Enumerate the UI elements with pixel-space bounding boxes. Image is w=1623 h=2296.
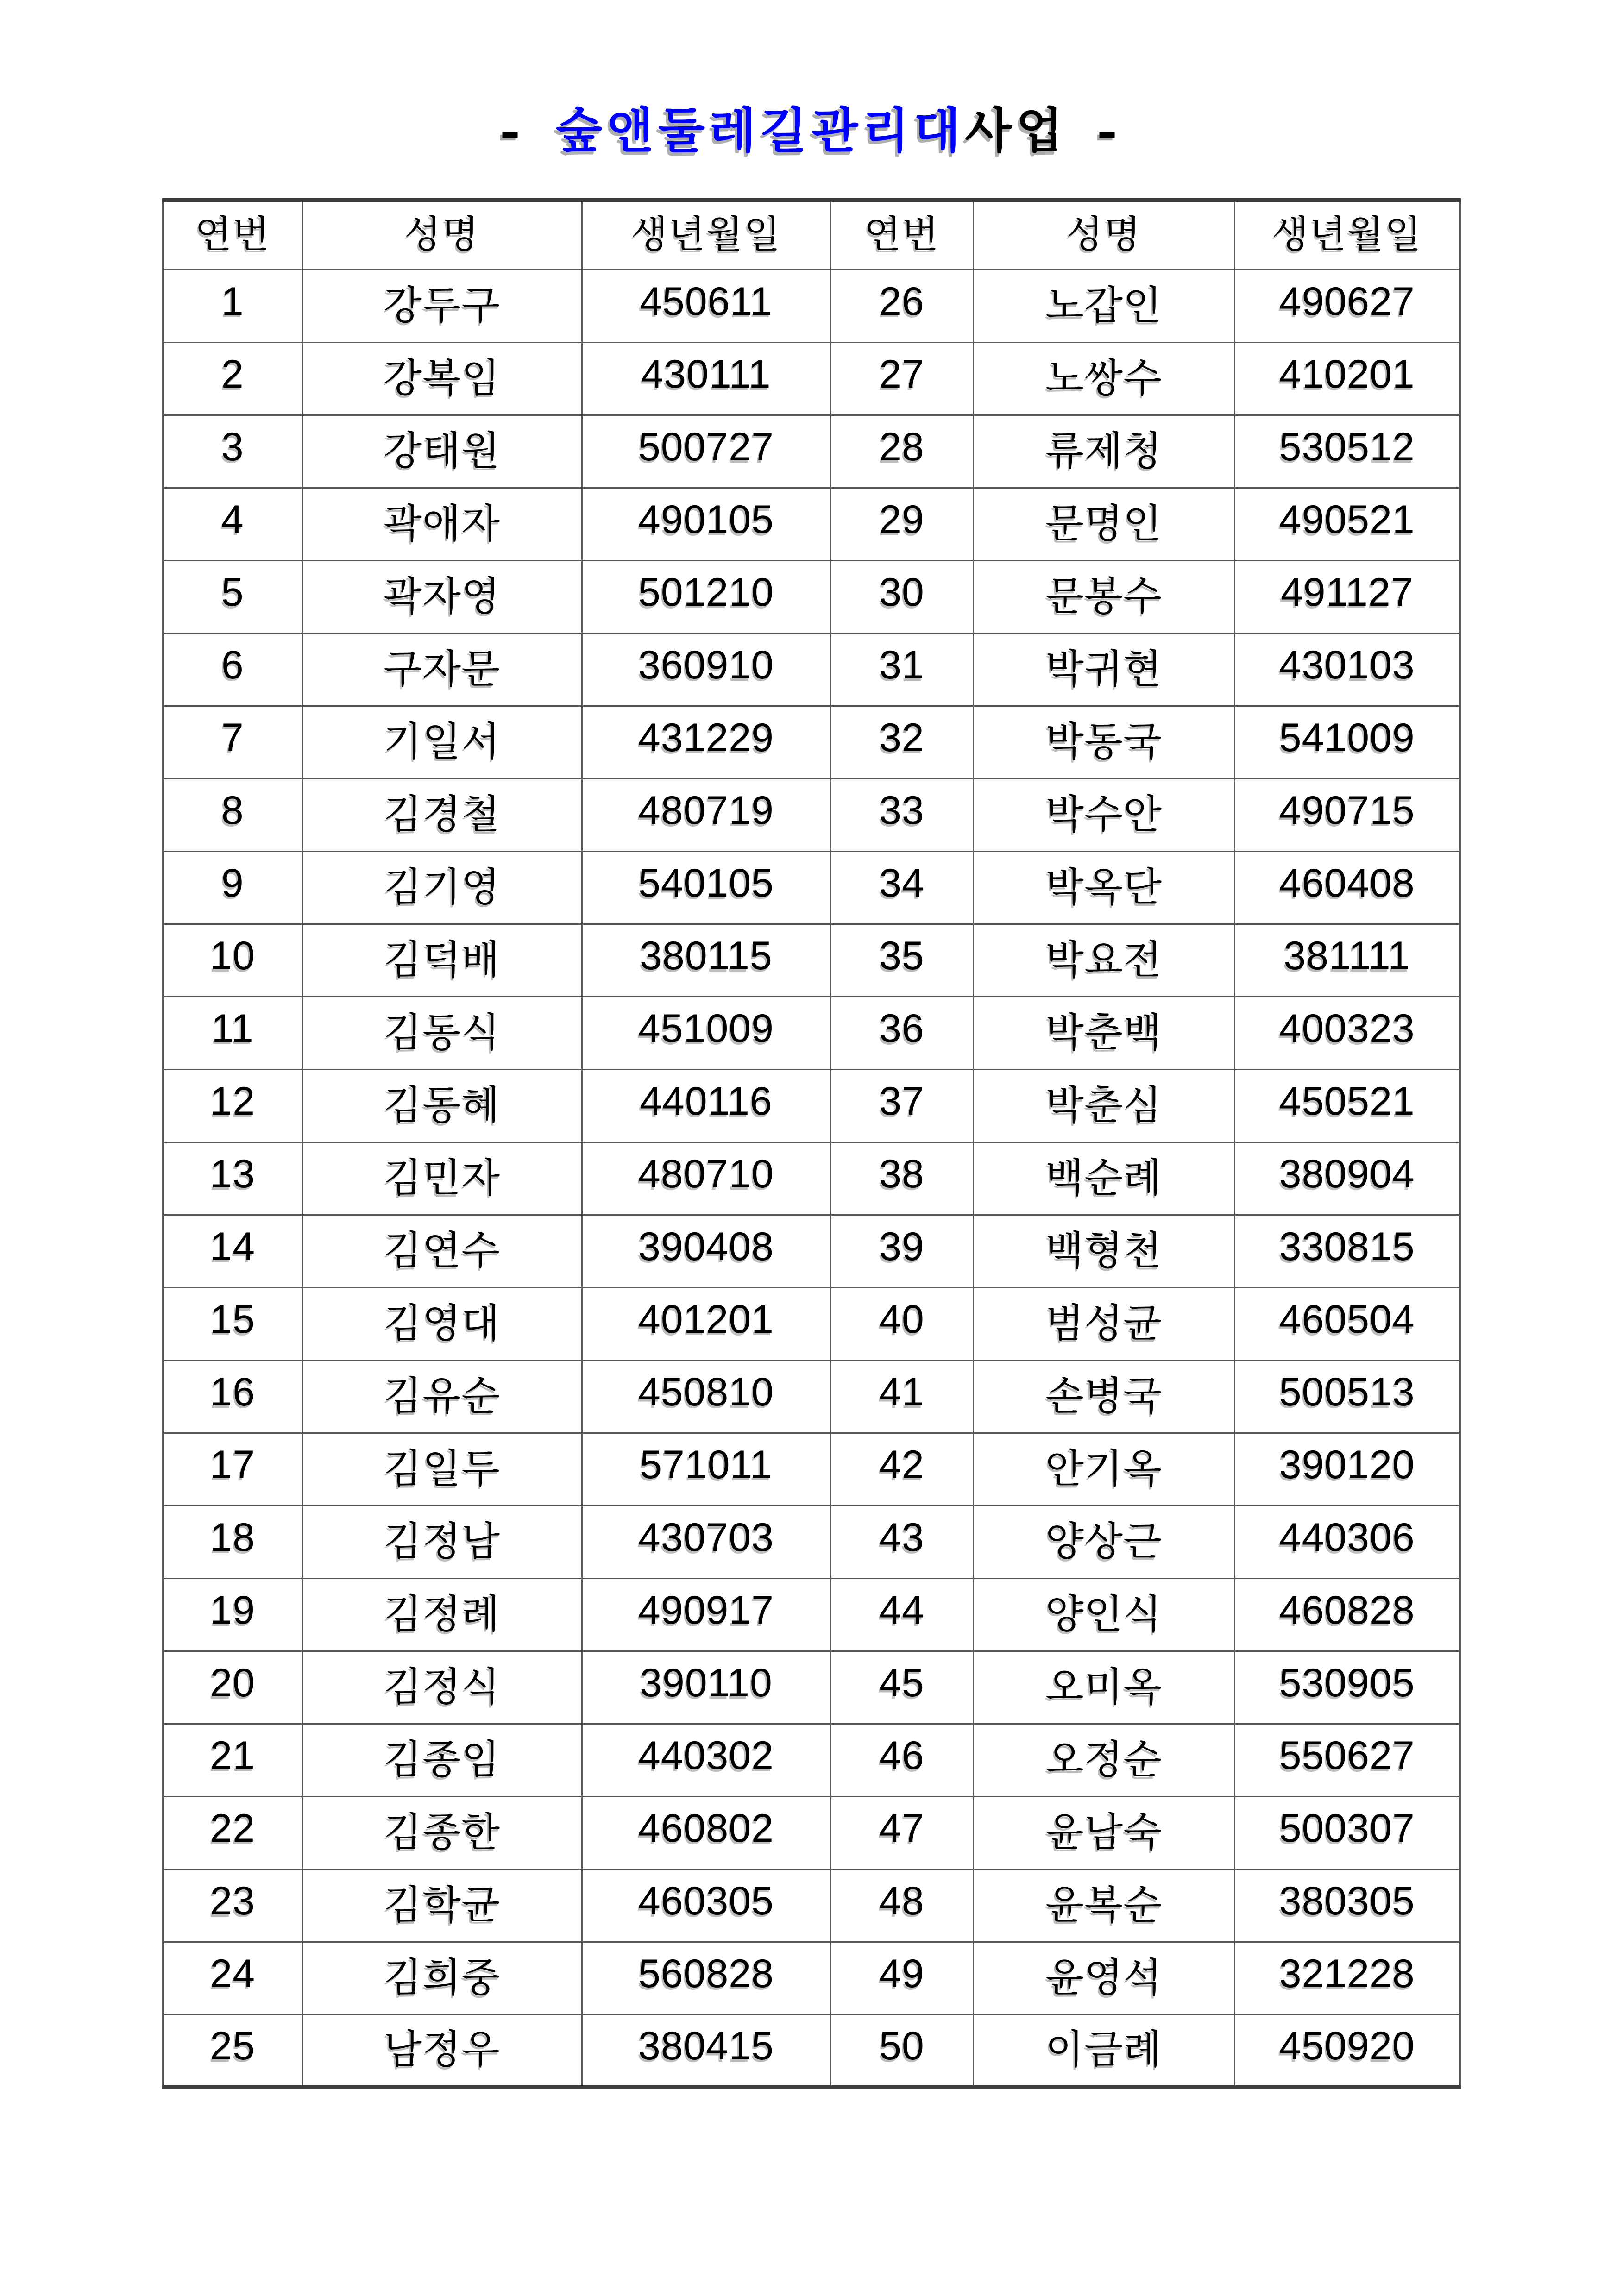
seq-cell-right: 43 xyxy=(830,1506,973,1578)
roster-table xyxy=(162,198,1461,2089)
seq-cell-right: 50 xyxy=(830,2014,973,2087)
table-row xyxy=(163,560,1460,633)
table-row xyxy=(163,2014,1460,2087)
name-cell-left: 김동혜 xyxy=(302,1069,582,1142)
seq-cell-left: 6 xyxy=(163,633,302,706)
name-cell-left: 김정례 xyxy=(302,1578,582,1651)
name-cell-right: 윤영석 xyxy=(973,1942,1234,2014)
birthdate-cell-right: 440306 xyxy=(1234,1506,1460,1578)
birthdate-cell-right: 381111 xyxy=(1234,924,1460,997)
name-cell-right: 백순례 xyxy=(973,1142,1234,1215)
name-cell-right: 오미옥 xyxy=(973,1651,1234,1724)
birthdate-cell-left: 440116 xyxy=(582,1069,830,1142)
seq-cell-right: 27 xyxy=(830,342,973,415)
seq-cell-right: 45 xyxy=(830,1651,973,1724)
seq-cell-left: 4 xyxy=(163,488,302,560)
birthdate-cell-left: 440302 xyxy=(582,1724,830,1796)
birthdate-cell-left: 450810 xyxy=(582,1360,830,1433)
table-row xyxy=(163,1069,1460,1142)
seq-cell-left: 1 xyxy=(163,270,302,342)
birthdate-cell-right: 450920 xyxy=(1234,2014,1460,2087)
birthdate-cell-right: 530512 xyxy=(1234,415,1460,488)
seq-cell-right: 37 xyxy=(830,1069,973,1142)
birthdate-cell-right: 450521 xyxy=(1234,1069,1460,1142)
birthdate-cell-left: 560828 xyxy=(582,1942,830,2014)
birthdate-cell-left: 450611 xyxy=(582,270,830,342)
birthdate-cell-left: 501210 xyxy=(582,560,830,633)
name-cell-right: 박춘심 xyxy=(973,1069,1234,1142)
seq-cell-left: 24 xyxy=(163,1942,302,2014)
seq-cell-left: 3 xyxy=(163,415,302,488)
name-cell-left: 김민자 xyxy=(302,1142,582,1215)
table-row xyxy=(163,1578,1460,1651)
birthdate-cell-left: 390408 xyxy=(582,1215,830,1287)
birthdate-cell-left: 490917 xyxy=(582,1578,830,1651)
table-row xyxy=(163,270,1460,342)
seq-cell-left: 16 xyxy=(163,1360,302,1433)
birthdate-cell-left: 540105 xyxy=(582,851,830,924)
name-cell-right: 윤복순 xyxy=(973,1869,1234,1942)
seq-cell-left: 17 xyxy=(163,1433,302,1506)
birthdate-cell-right: 400323 xyxy=(1234,997,1460,1069)
birthdate-cell-right: 490627 xyxy=(1234,270,1460,342)
name-cell-left: 남정우 xyxy=(302,2014,582,2087)
birthdate-cell-left: 490105 xyxy=(582,488,830,560)
name-cell-right: 박동국 xyxy=(973,706,1234,778)
birthdate-cell-left: 571011 xyxy=(582,1433,830,1506)
table-row xyxy=(163,1433,1460,1506)
birthdate-cell-right: 490715 xyxy=(1234,778,1460,851)
birthdate-cell-right: 460828 xyxy=(1234,1578,1460,1651)
name-cell-left: 강복임 xyxy=(302,342,582,415)
birthdate-cell-right: 460504 xyxy=(1234,1287,1460,1360)
name-cell-right: 범성균 xyxy=(973,1287,1234,1360)
seq-cell-left: 7 xyxy=(163,706,302,778)
table-body xyxy=(163,270,1460,2087)
table-row xyxy=(163,1360,1460,1433)
seq-cell-left: 19 xyxy=(163,1578,302,1651)
seq-cell-right: 34 xyxy=(830,851,973,924)
col-header-name-right: 성명 xyxy=(973,200,1234,270)
col-header-seq-left: 연번 xyxy=(163,200,302,270)
name-cell-left: 김기영 xyxy=(302,851,582,924)
seq-cell-left: 5 xyxy=(163,560,302,633)
seq-cell-left: 21 xyxy=(163,1724,302,1796)
name-cell-left: 김경철 xyxy=(302,778,582,851)
birthdate-cell-right: 460408 xyxy=(1234,851,1460,924)
seq-cell-right: 35 xyxy=(830,924,973,997)
table-row xyxy=(163,1869,1460,1942)
table-row xyxy=(163,1724,1460,1796)
title-dash-left: - xyxy=(500,104,526,158)
name-cell-right: 백형천 xyxy=(973,1215,1234,1287)
birthdate-cell-left: 430703 xyxy=(582,1506,830,1578)
seq-cell-right: 29 xyxy=(830,488,973,560)
table-row xyxy=(163,1215,1460,1287)
birthdate-cell-right: 530905 xyxy=(1234,1651,1460,1724)
col-header-seq-right: 연번 xyxy=(830,200,973,270)
seq-cell-right: 42 xyxy=(830,1433,973,1506)
table-row xyxy=(163,997,1460,1069)
birthdate-cell-left: 360910 xyxy=(582,633,830,706)
name-cell-left: 김학균 xyxy=(302,1869,582,1942)
seq-cell-left: 15 xyxy=(163,1287,302,1360)
seq-cell-right: 46 xyxy=(830,1724,973,1796)
birthdate-cell-right: 321228 xyxy=(1234,1942,1460,2014)
birthdate-cell-left: 480710 xyxy=(582,1142,830,1215)
table-row xyxy=(163,1142,1460,1215)
name-cell-left: 곽애자 xyxy=(302,488,582,560)
seq-cell-right: 40 xyxy=(830,1287,973,1360)
title-highlight-text: 숲앤둘레길관리대 xyxy=(555,104,965,158)
birthdate-cell-left: 451009 xyxy=(582,997,830,1069)
name-cell-left: 김종한 xyxy=(302,1796,582,1869)
birthdate-cell-left: 380415 xyxy=(582,2014,830,2087)
birthdate-cell-right: 410201 xyxy=(1234,342,1460,415)
seq-cell-left: 8 xyxy=(163,778,302,851)
table-row xyxy=(163,415,1460,488)
table-row xyxy=(163,1796,1460,1869)
birthdate-cell-left: 390110 xyxy=(582,1651,830,1724)
birthdate-cell-right: 550627 xyxy=(1234,1724,1460,1796)
seq-cell-right: 48 xyxy=(830,1869,973,1942)
name-cell-right: 류제청 xyxy=(973,415,1234,488)
name-cell-right: 노쌍수 xyxy=(973,342,1234,415)
seq-cell-left: 14 xyxy=(163,1215,302,1287)
name-cell-right: 안기옥 xyxy=(973,1433,1234,1506)
birthdate-cell-left: 401201 xyxy=(582,1287,830,1360)
seq-cell-right: 49 xyxy=(830,1942,973,2014)
birthdate-cell-left: 431229 xyxy=(582,706,830,778)
name-cell-right: 박요전 xyxy=(973,924,1234,997)
name-cell-left: 김연수 xyxy=(302,1215,582,1287)
table-row xyxy=(163,1651,1460,1724)
table-row xyxy=(163,706,1460,778)
title-suffix-text: 사업 xyxy=(965,104,1068,158)
name-cell-right: 박수안 xyxy=(973,778,1234,851)
col-header-name-left: 성명 xyxy=(302,200,582,270)
birthdate-cell-right: 380305 xyxy=(1234,1869,1460,1942)
name-cell-right: 이금례 xyxy=(973,2014,1234,2087)
seq-cell-left: 9 xyxy=(163,851,302,924)
name-cell-left: 강두구 xyxy=(302,270,582,342)
birthdate-cell-right: 491127 xyxy=(1234,560,1460,633)
name-cell-left: 김영대 xyxy=(302,1287,582,1360)
birthdate-cell-right: 500307 xyxy=(1234,1796,1460,1869)
name-cell-left: 김유순 xyxy=(302,1360,582,1433)
seq-cell-left: 22 xyxy=(163,1796,302,1869)
name-cell-right: 박귀현 xyxy=(973,633,1234,706)
table-row xyxy=(163,851,1460,924)
seq-cell-left: 13 xyxy=(163,1142,302,1215)
name-cell-right: 박춘백 xyxy=(973,997,1234,1069)
birthdate-cell-left: 480719 xyxy=(582,778,830,851)
seq-cell-right: 47 xyxy=(830,1796,973,1869)
seq-cell-right: 32 xyxy=(830,706,973,778)
name-cell-left: 김덕배 xyxy=(302,924,582,997)
table-row xyxy=(163,633,1460,706)
name-cell-left: 김일두 xyxy=(302,1433,582,1506)
seq-cell-left: 25 xyxy=(163,2014,302,2087)
name-cell-right: 노갑인 xyxy=(973,270,1234,342)
seq-cell-left: 12 xyxy=(163,1069,302,1142)
table-row xyxy=(163,1506,1460,1578)
table-row xyxy=(163,924,1460,997)
name-cell-left: 김희중 xyxy=(302,1942,582,2014)
name-cell-left: 구자문 xyxy=(302,633,582,706)
birthdate-cell-left: 460305 xyxy=(582,1869,830,1942)
page-title xyxy=(0,0,1623,161)
seq-cell-left: 10 xyxy=(163,924,302,997)
birthdate-cell-left: 380115 xyxy=(582,924,830,997)
birthdate-cell-left: 460802 xyxy=(582,1796,830,1869)
name-cell-right: 문봉수 xyxy=(973,560,1234,633)
name-cell-left: 기일서 xyxy=(302,706,582,778)
seq-cell-left: 11 xyxy=(163,997,302,1069)
name-cell-left: 김정식 xyxy=(302,1651,582,1724)
name-cell-right: 손병국 xyxy=(973,1360,1234,1433)
birthdate-cell-right: 390120 xyxy=(1234,1433,1460,1506)
birthdate-cell-right: 500513 xyxy=(1234,1360,1460,1433)
name-cell-right: 윤남숙 xyxy=(973,1796,1234,1869)
name-cell-right: 양상근 xyxy=(973,1506,1234,1578)
name-cell-right: 오정순 xyxy=(973,1724,1234,1796)
name-cell-left: 김동식 xyxy=(302,997,582,1069)
title-dash-right: - xyxy=(1097,104,1123,158)
birthdate-cell-right: 380904 xyxy=(1234,1142,1460,1215)
name-cell-right: 문명인 xyxy=(973,488,1234,560)
seq-cell-right: 28 xyxy=(830,415,973,488)
name-cell-right: 박옥단 xyxy=(973,851,1234,924)
seq-cell-right: 38 xyxy=(830,1142,973,1215)
birthdate-cell-right: 541009 xyxy=(1234,706,1460,778)
col-header-birthdate-left: 생년월일 xyxy=(582,200,830,270)
seq-cell-left: 20 xyxy=(163,1651,302,1724)
birthdate-cell-right: 490521 xyxy=(1234,488,1460,560)
seq-cell-right: 44 xyxy=(830,1578,973,1651)
table-header-row xyxy=(163,200,1460,270)
seq-cell-left: 18 xyxy=(163,1506,302,1578)
table-row xyxy=(163,778,1460,851)
seq-cell-right: 31 xyxy=(830,633,973,706)
seq-cell-right: 26 xyxy=(830,270,973,342)
table-row xyxy=(163,1942,1460,2014)
name-cell-left: 김정남 xyxy=(302,1506,582,1578)
seq-cell-right: 41 xyxy=(830,1360,973,1433)
seq-cell-left: 23 xyxy=(163,1869,302,1942)
table-row xyxy=(163,342,1460,415)
table-row xyxy=(163,488,1460,560)
col-header-birthdate-right: 생년월일 xyxy=(1234,200,1460,270)
name-cell-left: 강태원 xyxy=(302,415,582,488)
name-cell-left: 김종임 xyxy=(302,1724,582,1796)
birthdate-cell-right: 330815 xyxy=(1234,1215,1460,1287)
seq-cell-right: 33 xyxy=(830,778,973,851)
birthdate-cell-left: 430111 xyxy=(582,342,830,415)
name-cell-right: 양인식 xyxy=(973,1578,1234,1651)
table-row xyxy=(163,1287,1460,1360)
seq-cell-left: 2 xyxy=(163,342,302,415)
birthdate-cell-right: 430103 xyxy=(1234,633,1460,706)
seq-cell-right: 39 xyxy=(830,1215,973,1287)
seq-cell-right: 30 xyxy=(830,560,973,633)
name-cell-left: 곽자영 xyxy=(302,560,582,633)
seq-cell-right: 36 xyxy=(830,997,973,1069)
birthdate-cell-left: 500727 xyxy=(582,415,830,488)
